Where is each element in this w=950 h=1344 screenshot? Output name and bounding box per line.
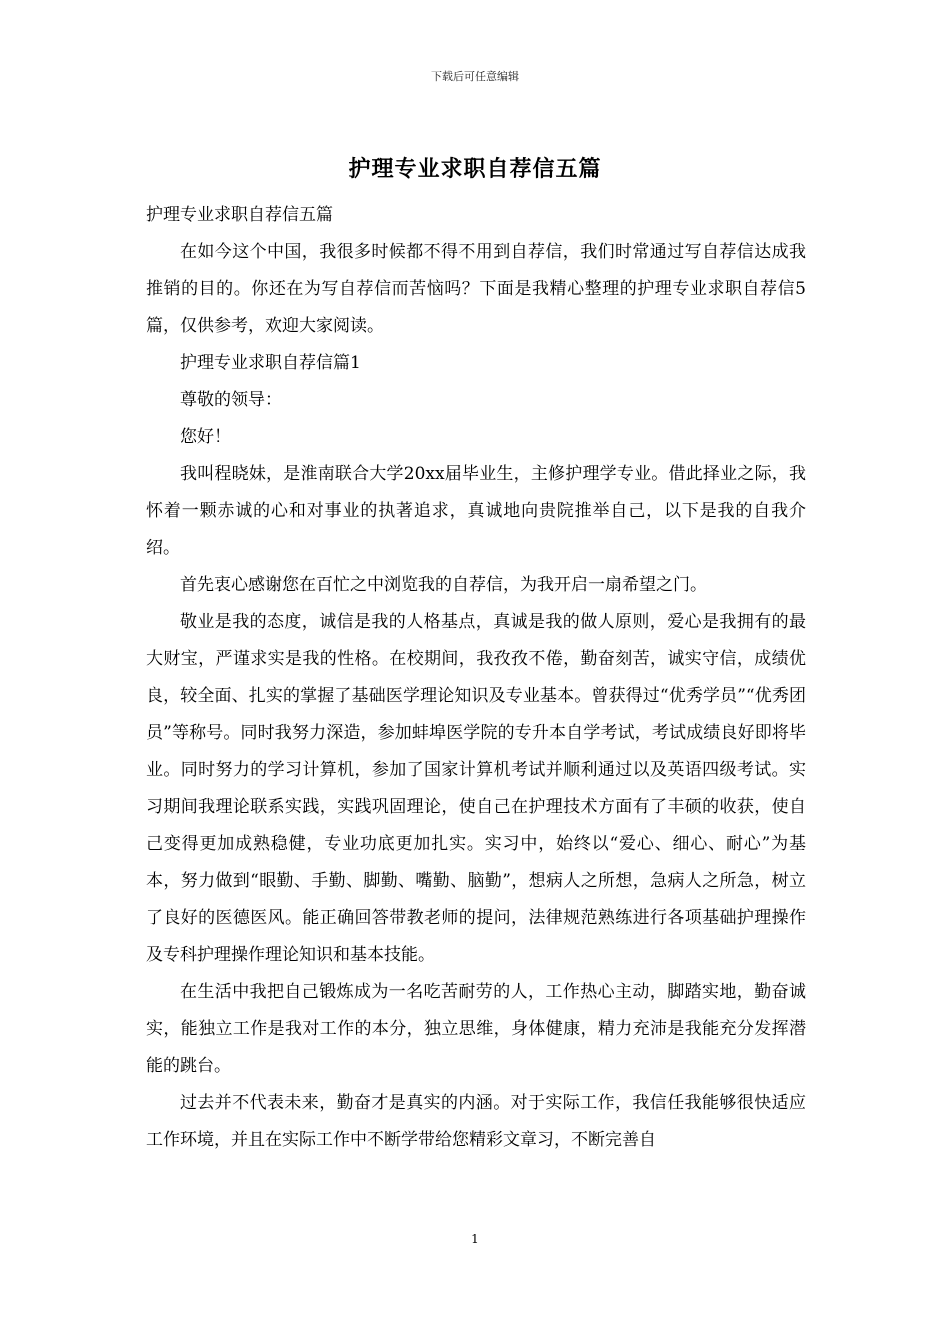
body-paragraph: 护理专业求职自荐信篇1 xyxy=(180,353,361,373)
header-note: 下载后可任意编辑 xyxy=(431,70,519,83)
body-paragraph: 过去并不代表未来，勤奋才是真实的内涵。对于实际工作，我信任我能够很快适应工作环境，并且在实际工作中不断学带给您精彩文章习，不断完善自 xyxy=(146,1093,806,1150)
body-paragraph: 在生活中我把自己锻炼成为一名吃苦耐劳的人，工作热心主动，脚踏实地，勤奋诚实，能独立工作是我对工作的本分，独立思维，身体健康，精力充沛是我能充分发挥潜能的跳台。 xyxy=(146,982,806,1076)
body-paragraph: 首先衷心感谢您在百忙之中浏览我的自荐信，为我开启一扇希望之门。 xyxy=(180,575,707,595)
body-paragraph: 敬业是我的态度，诚信是我的人格基点，真诚是我的做人原则，爱心是我拥有的最大财宝，严谨求实是我的性格。在校期间，我孜孜不倦，勤奋刻苦，诚实守信，成绩优良，较全面、扎实的掌握了基础医学理论知识及专业基本。曾获得过“优秀学员”“优秀团员”等称号。同时我努力深造，参加蚌埠医学院的专升本自学考试，考试成绩良好即将毕业。同时努力的学习计算机，参加了国家计算机考试并顺利通过以及英语四级考试。实习期间我理论联系实践，实践巩固理论，使自己在护理技术方面有了丰硕的收获，使自己变得更加成熟稳健，专业功底更加扎实。实习中，始终以“爱心、细心、耐心”为基本，努力做到“眼勤、手勤、脚勤、嘴勤、脑勤”，想病人之所想，急病人之所急，树立了良好的医德医风。能正确回答带教老师的提问，法律规范熟练进行各项基础护理操作及专科护理操作理论知识和基本技能。 xyxy=(146,612,806,965)
document-body xyxy=(146,197,806,1159)
body-paragraph: 护理专业求职自荐信五篇 xyxy=(146,205,333,225)
document-title: 护理专业求职自荐信五篇 xyxy=(348,156,602,182)
body-paragraph: 您好！ xyxy=(180,427,231,447)
body-paragraph: 在如今这个中国，我很多时候都不得不用到自荐信，我们时常通过写自荐信达成我推销的目的。你还在为写自荐信而苦恼吗？下面是我精心整理的护理专业求职自荐信5篇，仅供参考，欢迎大家阅读。 xyxy=(146,242,806,336)
page-number: 1 xyxy=(471,1232,479,1246)
body-paragraph: 尊敬的领导： xyxy=(180,390,282,410)
body-paragraph: 我叫程晓妹，是淮南联合大学20xx届毕业生，主修护理学专业。借此择业之际，我怀着一颗赤诚的心和对事业的执著追求，真诚地向贵院推举自己，以下是我的自我介绍。 xyxy=(146,464,806,558)
